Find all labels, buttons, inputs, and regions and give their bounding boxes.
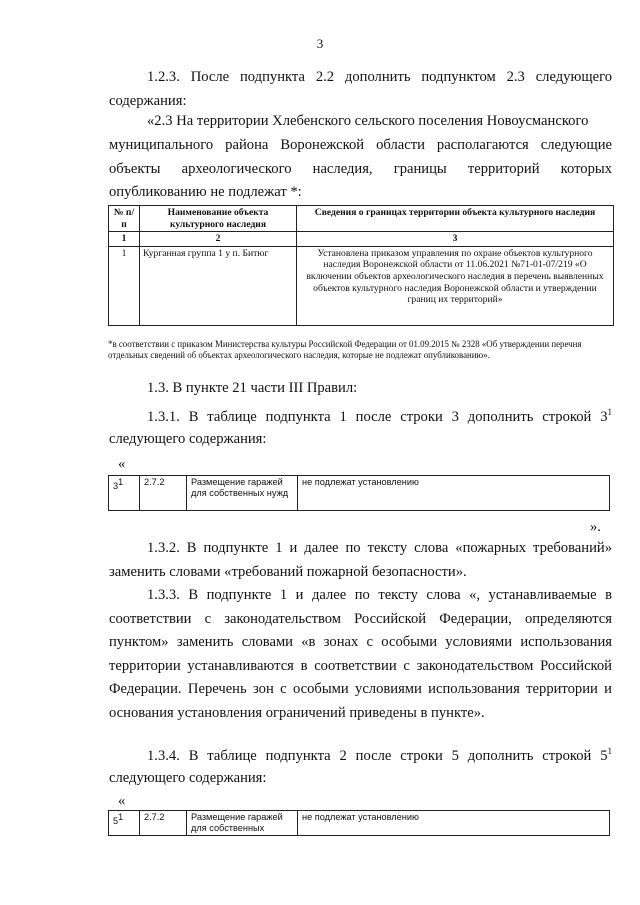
inserted-row-table-2 [108,810,610,836]
table-header-name: Наименование объекта культурного наследия [140,206,297,232]
row-5-1-num: $5^1$ [109,811,140,836]
paragraph-2-3-line-4: опубликованию не подлежат *: [109,184,302,200]
table-row-name: Курганная группа 1 у п. Битюг [140,246,297,325]
quote-open-1: « [118,456,126,472]
paragraph-1-3: 1.3. В пункте 21 части III Правил: [147,380,358,396]
paragraph-1-3-1-line-1: 1.3.1. В таблице подпункта 1 после строки 3 дополнить строкой $3^1$ [147,407,612,425]
page-number: 3 [316,36,324,51]
paragraph-1-2-3: 1.2.3. После подпункта 2.2 дополнить подпунктом 2.3 следующего содержания: [109,69,612,109]
table-header-boundaries: Сведения о границах территории объекта культурного наследия [297,206,614,232]
paragraph-1-3-4-line-1: 1.3.4. В таблице подпункта 2 после строки 5 дополнить строкой $5^1$ [147,746,612,764]
row-5-1-name: Размещение гаражей для собственных [187,811,298,836]
row-3-1-name: Размещение гаражей для собственных нужд [187,476,298,511]
paragraph-2-3-line-1: «2.3 На территории Хлебенского сельского поселения Новоусманского [147,113,589,129]
table-header-num: № п/п [109,206,140,232]
table-colnum-1: 1 [109,232,140,247]
inserted-row-table-1 [108,475,610,511]
paragraph-1-3-3: 1.3.3. В подпункте 1 и далее по тексту слова «, устанавливаемые в соответствии с законодательством Российской Федерации, определяются пунктом» заменить словами «в зонах с особыми условиями использования территории устанавливаются в соответствии с законодательством Российской Федерации. Перечень зон с особыми условиями использования территории и основания установления ограничений приведены в пункте». [109,587,612,721]
table-colnum-3: 3 [297,232,614,247]
row-5-1-code: 2.7.2 [140,811,187,836]
row-5-1-value: не подлежат установлению [298,811,610,836]
table-row-boundaries: Установлена приказом управления по охране объектов культурного наследия Воронежской области от 11.06.2021 №71-01-07/219 «О включении объектов археологического наследия в перечень выявленных объектов культурного наследия Воронежской области и утверждении границ их территорий» [297,246,614,325]
paragraph-2-3-line-2: муниципального района Воронежской области располагаются следующие [109,137,612,153]
row-3-1-value: не подлежат установлению [298,476,610,511]
row-3-1-code: 2.7.2 [140,476,187,511]
paragraph-1-3-1-line-2: следующего содержания: [109,431,267,447]
footnote: *в соответствии с приказом Министерства культуры Российской Федерации от 01.09.2015 № 2328 «Об утверждении перечня отдельных сведений об объектах археологического наследия, которые не подлежат опубликованию». [108,339,582,361]
table-colnum-2: 2 [140,232,297,247]
quote-close-1: ». [590,519,601,535]
paragraph-1-3-2: 1.3.2. В подпункте 1 и далее по тексту слова «пожарных требований» заменить словами «требований пожарной безопасности». [109,540,612,580]
paragraph-1-3-4-line-2: следующего содержания: [109,770,267,786]
paragraph-2-3-line-3: объекты археологического наследия, границы территорий которых [109,161,612,177]
heritage-table [108,205,614,326]
table-row-num: 1 [109,246,140,325]
quote-open-2: « [118,793,126,809]
row-3-1-num: $3^1$ [109,476,140,511]
